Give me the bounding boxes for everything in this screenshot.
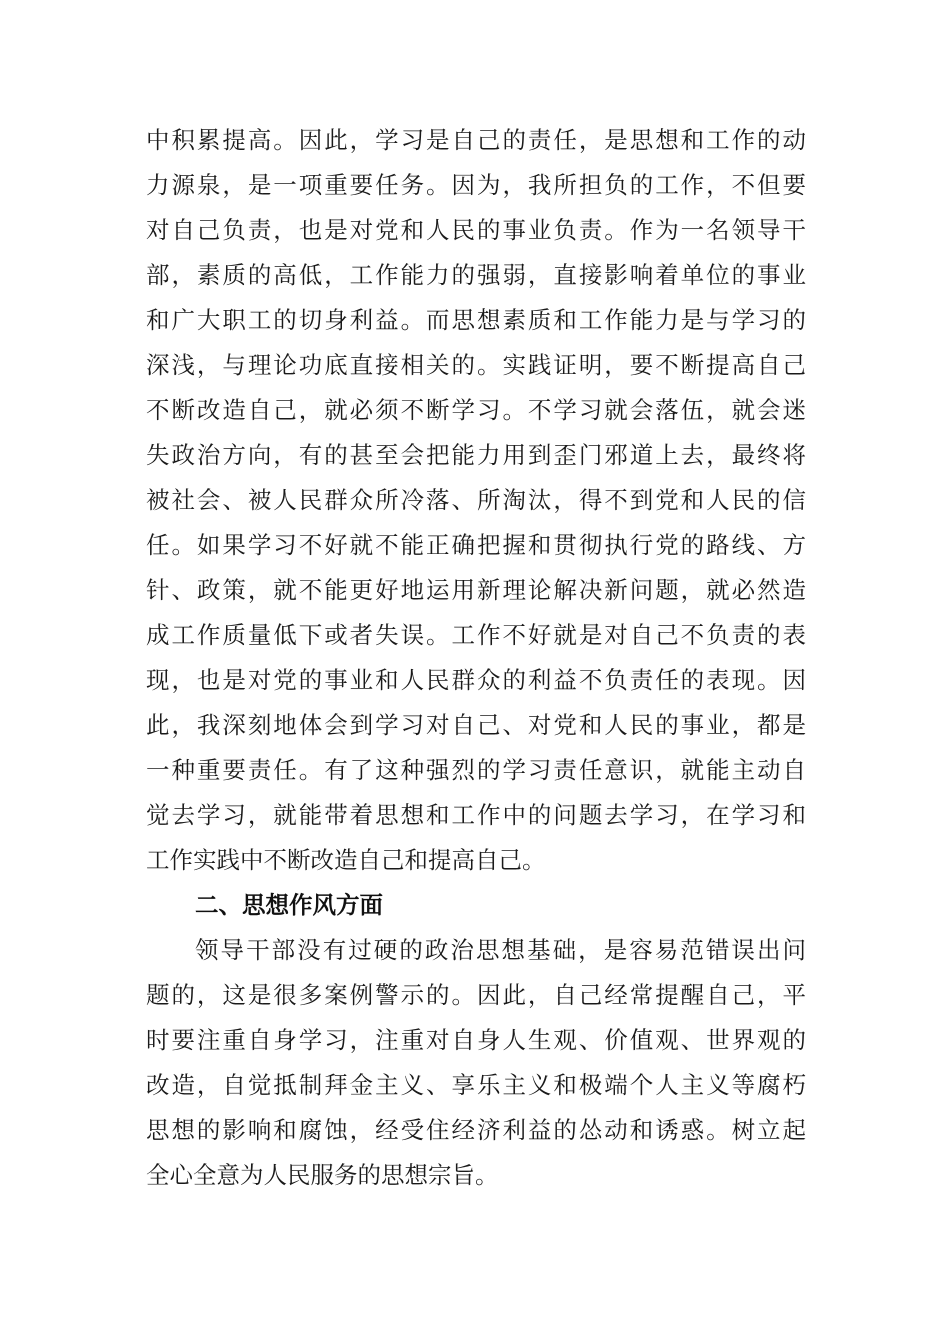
paragraph-line: 领导干部没有过硬的政治思想基础，是容易范错误出问 — [195, 936, 806, 964]
section-heading: 二、思想作风方面 — [195, 891, 383, 919]
paragraph-line: 题的，这是很多案例警示的。因此，自己经常提醒自己，平 — [146, 981, 806, 1009]
paragraph-line: 中积累提高。因此，学习是自己的责任，是思想和工作的动 — [146, 126, 806, 154]
paragraph-line: 成工作质量低下或者失误。工作不好就是对自己不负责的表 — [146, 621, 806, 649]
paragraph-line: 深浅，与理论功底直接相关的。实践证明，要不断提高自己 — [146, 351, 806, 379]
paragraph-line: 改造，自觉抵制拜金主义、享乐主义和极端个人主义等腐朽 — [146, 1071, 806, 1099]
paragraph-line: 觉去学习，就能带着思想和工作中的问题去学习，在学习和 — [146, 801, 806, 829]
paragraph-line: 时要注重自身学习，注重对自身人生观、价值观、世界观的 — [146, 1026, 806, 1054]
paragraph-line: 一种重要责任。有了这种强烈的学习责任意识，就能主动自 — [146, 756, 806, 784]
paragraph-line: 不断改造自己，就必须不断学习。不学习就会落伍，就会迷 — [146, 396, 806, 424]
paragraph-line: 对自己负责，也是对党和人民的事业负责。作为一名领导干 — [146, 216, 806, 244]
paragraph-line: 全心全意为人民服务的思想宗旨。 — [146, 1161, 499, 1189]
paragraph-line: 针、政策，就不能更好地运用新理论解决新问题，就必然造 — [146, 576, 806, 604]
paragraph-line: 思想的影响和腐蚀，经受住经济利益的怂动和诱惑。树立起 — [146, 1116, 806, 1144]
paragraph-line: 现，也是对党的事业和人民群众的利益不负责任的表现。因 — [146, 666, 806, 694]
paragraph-line: 力源泉，是一项重要任务。因为，我所担负的工作，不但要 — [146, 171, 806, 199]
paragraph-line: 此，我深刻地体会到学习对自己、对党和人民的事业，都是 — [146, 711, 806, 739]
paragraph-line: 部，素质的高低，工作能力的强弱，直接影响着单位的事业 — [146, 261, 806, 289]
paragraph-line: 任。如果学习不好就不能正确把握和贯彻执行党的路线、方 — [146, 531, 806, 559]
paragraph-line: 失政治方向，有的甚至会把能力用到歪门邪道上去，最终将 — [146, 441, 806, 469]
paragraph-line: 和广大职工的切身利益。而思想素质和工作能力是与学习的 — [146, 306, 806, 334]
paragraph-line: 工作实践中不断改造自己和提高自己。 — [146, 846, 546, 874]
paragraph-line: 被社会、被人民群众所冷落、所淘汰，得不到党和人民的信 — [146, 486, 806, 514]
